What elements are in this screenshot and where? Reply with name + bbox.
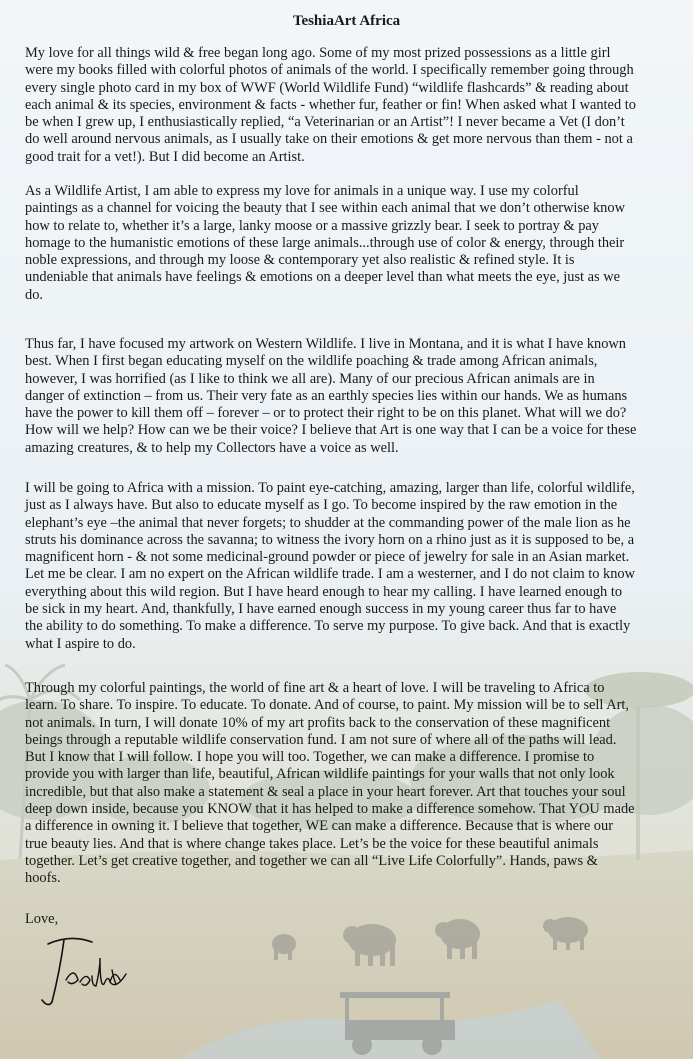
- paragraph-colorful-paintings: [25, 680, 693, 888]
- text-line: good trait for a vet!). But I did become an Artist.: [25, 148, 305, 165]
- text-line: struts his dominance across the savanna; to witness the ivory horn on a rhino just as it is supposed to be, a: [25, 531, 635, 548]
- text-line: learn. To share. To inspire. To educate. To donate. And of course, to paint. My mission will be to sell Art,: [25, 697, 630, 714]
- text-line: Thus far, I have focused my artwork on Western Wildlife. I live in Montana, and it is what I have known: [25, 336, 627, 352]
- paragraph-africa-mission: [25, 480, 693, 653]
- text-line: have the power to kill them off – forever – or to protect their right to be on this planet. What will we do?: [25, 405, 627, 422]
- text-line: homage to the humanistic emotions of these large animals...through use of color & energy, through their: [25, 234, 625, 251]
- text-line: elephant’s eye –the animal that never forgets; to shudder at the commanding power of the male lion as he: [25, 514, 631, 531]
- closing: Love,: [25, 911, 59, 927]
- text-line: noble expressions, and through my loose & contemporary yet also realistic & refined style. It is: [25, 252, 575, 269]
- text-line: everything about this wild region. But I have heard enough to hear my calling. I have learned enough to: [25, 583, 623, 600]
- text-line: Let me be clear. I am no expert on the African wildlife trade. I am a westerner, and I do not claim to know: [25, 566, 635, 583]
- text-line: the ability to do something. To make a difference. To serve my purpose. To give back. And that is exactly: [25, 618, 631, 635]
- text-line: danger of extinction – from us. Their very fate as an earthly species lies within our hands. We as humans: [25, 387, 628, 404]
- text-line: beings through a reputable wildlife conservation fund. I am not sure of where all of the paths will lead.: [25, 731, 617, 748]
- text-line: provide you with larger than life, beautiful, African wildlife paintings for your walls that not only look: [25, 766, 615, 783]
- text-line: hoofs.: [25, 870, 61, 887]
- text-line: My love for all things wild & free began long ago. Some of my most prized possessions as a little girl: [25, 45, 611, 61]
- text-line: But I know that I will follow. I hope you will too. Together, we can make a difference. I promise to: [25, 749, 595, 766]
- text-line: just as I always have. But also to educate myself as I go. To become inspired by the raw emotion in the: [25, 497, 618, 514]
- text-line: not animals. In turn, I will donate 10% of my art profits back to the conservation of these magnificent: [25, 714, 611, 731]
- text-line: every single photo card in my box of WWF (World Wildlife Fund) “wildlife flashcards” & reading about: [25, 79, 629, 96]
- text-line: I will be going to Africa with a mission. To paint eye-catching, amazing, larger than life, colorful wildlife,: [25, 480, 635, 496]
- signature-image: [30, 930, 130, 1008]
- text-line: Through my colorful paintings, the world of fine art & a heart of love. I will be traveling to Africa to: [25, 680, 605, 696]
- page-title: TeshiaArt Africa: [292, 13, 401, 29]
- paragraph-western-wildlife: [25, 336, 693, 457]
- text-line: As a Wildlife Artist, I am able to express my love for animals in a unique way. I use my colorful: [25, 183, 579, 199]
- text-line: were my books filled with colorful photos of animals of the world. I specifically remember going through: [25, 62, 634, 79]
- text-line: amazing creatures, & to help my Collectors have a voice as well.: [25, 439, 399, 456]
- text-line: what I aspire to do.: [25, 635, 136, 652]
- text-line: How will we help? How can we be their voice? I believe that Art is one way that I can be a voice for these: [25, 422, 637, 439]
- text-line: a difference in owning it. I believe that together, WE can make a difference. Because that is where our: [25, 818, 613, 835]
- text-line: deep down inside, because you KNOW that it has helped to make a difference somehow. That YOU made: [25, 801, 635, 818]
- text-line: be sick in my heart. And, thankfully, I have earned enough success in my young career thus far to have: [25, 601, 617, 618]
- text-line: incredible, but that also make a statement & seal a place in your heart forever. Art that touches your soul: [25, 783, 626, 800]
- text-line: be when I grew up, I enthusiastically replied, “a Veterinarian or an Artist”! I never became a Vet (I don’t: [25, 114, 625, 131]
- text-line: magnificent horn - & not some medicinal-ground powder or piece of jewelry for sale in an Asian market.: [25, 549, 630, 566]
- text-line: do well around nervous animals, as I usually take on their emotions & get more nervous than them - not a: [25, 131, 633, 148]
- text-line: how to relate to, whether it’s a large, lanky moose or a massive grizzly bear. I seek to portray & pay: [25, 217, 599, 234]
- text-line: true beauty lies. And that is where change takes place. Let’s be the voice for these beautiful animals: [25, 835, 599, 852]
- text-line: each animal & its species, environment & facts - whether fur, feather or fin! When asked what I wanted to: [25, 96, 636, 113]
- text-line: paintings as a channel for voicing the beauty that I see within each animal that we don’t otherwise know: [25, 200, 625, 217]
- text-line: undeniable that animals have feelings & emotions on a deeper level than what meets the eye, just as we: [25, 269, 621, 286]
- text-line: do.: [25, 286, 43, 303]
- paragraph-childhood: [25, 45, 693, 166]
- text-line: best. When I first began educating myself on the wildlife poaching & trade among African animals,: [25, 353, 598, 370]
- text-line: however, I was horrified (as I like to think we all are). Many of our precious African animals are in: [25, 370, 595, 387]
- paragraph-wildlife-artist: [25, 183, 693, 304]
- text-line: together. Let’s get creative together, and together we can all “Live Life Colorfully”. Hands, paws &: [25, 852, 598, 869]
